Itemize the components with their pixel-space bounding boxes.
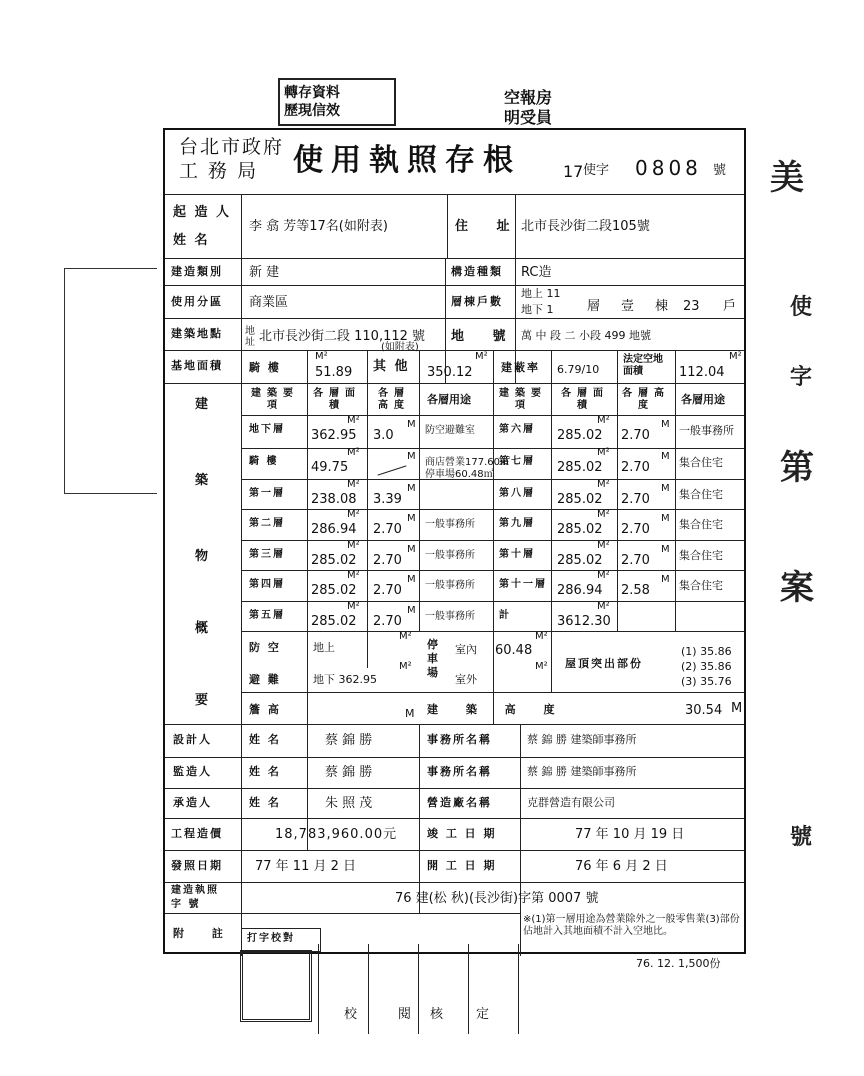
floor-right-height: 2.70 [621,492,650,507]
floor-left-height-unit: M [407,419,416,430]
parking-outdoor-unit: M² [535,661,548,672]
page-title: 使用執照存根 [293,143,521,178]
org-name-1: 台北市政府 [179,136,285,158]
legal-unit: M² [729,351,742,362]
supervisor-office-label: 事務所名稱 [427,765,492,778]
floor-right-area: 286.94 [557,583,603,598]
permit-value: 76 建(松 秋)(長沙街)字第 0007 號 [395,891,599,906]
roof-label: 屋頂突出部份 [565,657,643,670]
header-area-left: 各層面積 [313,388,361,411]
side-char-4: 第 [780,448,814,488]
cost-value: 18,783,960.00元 [275,827,398,842]
doc-type: 使字 [583,163,610,178]
floor-left-area: 286.94 [311,522,357,537]
done-value: 77 年 10 月 19 日 [575,827,685,842]
doc-number: 0808 [635,156,702,180]
floor-left-height: 2.70 [373,522,402,537]
coverage-label: 建蔽率 [501,361,540,374]
parking-indoor-value: 60.48 [495,643,533,658]
seal-stamp [240,950,312,1022]
done-label: 竣 工 日 期 [427,827,497,840]
floor-left-height-unit: M [407,513,416,524]
floors-households: 23 [683,299,700,314]
owner-value: 李 翕 芳等17名(如附表) [249,219,388,234]
top-stamp-left-text: 轉存資料 歷現信效 [284,85,340,119]
floors-count: 壹 [621,299,635,314]
header-item-left: 建築要項 [251,388,299,411]
designer-office-label: 事務所名稱 [427,733,492,746]
floor-right-name: 第十層 [499,549,535,560]
roof-value-2: (2) 35.86 [681,660,732,673]
floor-left-name: 騎 樓 [249,456,279,467]
roof-value-1: (1) 35.86 [681,645,732,658]
contractor-label: 承造人 [173,796,212,809]
doc-prefix: 17 [563,162,584,181]
owner-label-2: 姓 名 [173,233,210,248]
floors-above: 地上 11 [521,287,561,300]
org-name-2: 工 務 局 [179,160,259,182]
floor-left-height-unit: M [407,451,416,462]
floor-right-height-unit: M [661,574,670,585]
floor-left-height-unit: M [407,544,416,555]
floor-left-area-unit: M² [347,447,360,458]
coverage-value: 6.79/10 [557,363,600,376]
side-stamp-box [64,268,157,494]
side-char-3: 字 [790,364,813,390]
floor-right-use: 集合住宅 [679,579,723,592]
floor-left-name: 地下層 [249,424,285,435]
shelter-unit-2: M² [399,661,412,672]
floor-right-name: 第九層 [499,518,535,529]
structure-label: 構造種類 [451,265,503,278]
bottom-label-2: 閱 [398,1007,412,1022]
overview-char-4: 概 [195,621,211,636]
floor-left-height: 2.70 [373,614,402,629]
lot-label: 地 號 [451,329,518,344]
floor-left-height: 2.70 [373,583,402,598]
floor-right-area: 285.02 [557,553,603,568]
floor-left-area: 238.08 [311,492,357,507]
header-height-left: 各層高度 [378,388,410,411]
floor-left-area: 49.75 [311,460,349,475]
start-label: 開 工 日 期 [427,859,497,872]
floor-left-height: 3.39 [373,492,402,507]
floor-left-height-unit: M [407,483,416,494]
arcade-value: 51.89 [315,365,353,380]
designer-name: 蔡 錦 勝 [325,733,373,748]
overview-char-3: 物 [195,549,211,564]
floors-ceng: 層 [587,299,601,314]
permit-form [163,128,746,954]
floor-right-area: 285.02 [557,492,603,507]
floor-right-area: 285.02 [557,522,603,537]
floor-right-height-unit: M [661,483,670,494]
floor-right-area-unit: M² [597,415,610,426]
header-use-left: 各層用途 [427,393,471,406]
floor-left-use: 防空避難室 [425,425,475,436]
eave-unit: M [405,707,415,720]
floor-left-area-unit: M² [347,415,360,426]
floor-right-use: 一般事務所 [679,424,734,437]
overview-char-1: 建 [195,397,211,412]
address-value: 北市長沙街二段105號 [521,219,650,234]
floor-right-use: 集合住宅 [679,456,723,469]
other-label: 其 他 [373,359,410,374]
floor-left-area: 285.02 [311,553,357,568]
contractor-firm: 克群營造有限公司 [527,796,615,809]
parking-indoor-unit: M² [535,631,548,642]
overview-char-2: 築 [195,473,211,488]
floor-right-area: 285.02 [557,428,603,443]
floor-right-height: 2.70 [621,428,650,443]
arcade-label: 騎 樓 [249,361,281,374]
build-type-value: 新 建 [249,265,280,280]
floors-label: 層棟戶數 [451,295,503,308]
floor-left-name: 第二層 [249,518,285,529]
build-type-label: 建造類別 [171,265,223,278]
header-use-right: 各層用途 [681,393,725,406]
shelter-unit-1: M² [399,631,412,642]
permit-label-1: 建造執照 [171,885,219,896]
issue-label: 發照日期 [171,859,223,872]
floor-left-use: 一般事務所 [425,519,475,530]
shelter-above: 地上 [313,641,335,654]
floor-right-use: 集合住宅 [679,488,723,501]
floor-right-name: 計 [499,610,511,621]
floor-right-name: 第七層 [499,456,535,467]
floor-right-height: 2.58 [621,583,650,598]
floor-left-height: 3.0 [373,428,394,443]
overview-char-5: 要 [195,693,211,708]
floor-right-use: 集合住宅 [679,518,723,531]
height-value: 30.54 [685,703,723,718]
floor-left-area-unit: M² [347,479,360,490]
eave-label: 簷 高 [249,703,281,716]
floor-left-name: 第一層 [249,488,285,499]
doc-suffix: 號 [713,163,727,178]
floor-right-height-unit: M [661,513,670,524]
contractor-name: 朱 照 茂 [325,796,373,811]
parking-outdoor-label: 室外 [455,673,477,686]
other-value: 350.12 [427,365,473,380]
supervisor-name: 蔡 錦 勝 [325,765,373,780]
floor-right-area-unit: M² [597,509,610,520]
bottom-label-3: 核 [430,1007,444,1022]
floor-left-area: 285.02 [311,614,357,629]
lot-value: 萬 中 段 二 小段 499 地號 [521,329,651,342]
arcade-unit: M² [315,351,328,362]
structure-value: RC造 [521,265,552,280]
side-char-5: 案 [780,568,814,608]
supervisor-office: 蔡 錦 勝 建築師事務所 [527,765,637,778]
designer-label: 設計人 [173,733,212,746]
shelter-below: 地下 362.95 [313,673,377,686]
floor-left-use: 一般事務所 [425,611,475,622]
supervisor-label: 監造人 [173,765,212,778]
other-note: (如附表) [381,342,419,353]
issue-value: 77 年 11 月 2 日 [255,859,357,874]
floor-left-area-unit: M² [347,509,360,520]
site-prefix: 地址 [245,326,255,348]
legal-value: 112.04 [679,365,725,380]
side-char-1: 美 [770,158,804,198]
floors-dong: 棟 [655,299,669,314]
shelter-label-2: 避 難 [249,673,281,686]
floor-left-height-unit: M [407,574,416,585]
permit-label-2: 字 號 [171,899,201,910]
floors-below: 地下 1 [521,303,554,316]
notes-remark: ※(1)第一層用途為營業除外之一般零售業(3)部份佔地計入其地面積不計入空地比。 [523,914,740,937]
floor-right-area: 285.02 [557,460,603,475]
other-unit: M² [475,351,488,362]
floor-right-height: 2.70 [621,522,650,537]
floor-right-name: 第十一層 [499,579,547,590]
floor-left-area: 362.95 [311,428,357,443]
legal-label: 法定空地面積 [623,354,663,377]
floor-right-area-unit: M² [597,479,610,490]
top-stamp-right-text: 空報房 明受員 [504,88,553,127]
parking-indoor-label: 室內 [455,643,477,656]
supervisor-name-label: 姓 名 [249,765,281,778]
floor-right-name: 第六層 [499,424,535,435]
floor-right-area-unit: M² [597,540,610,551]
site-value: 北市長沙街二段 110,112 號 [259,329,426,344]
contractor-name-label: 姓 名 [249,796,281,809]
floor-left-area-unit: M² [347,540,360,551]
area-label: 基地面積 [171,359,223,372]
owner-label-1: 起 造 人 [173,205,232,220]
floor-right-name: 第八層 [499,488,535,499]
floor-left-area-unit: M² [347,601,360,612]
designer-office: 蔡 錦 勝 建築師事務所 [527,733,637,746]
floor-left-use: 一般事務所 [425,580,475,591]
bottom-label-1: 校 [344,1007,358,1022]
header-height-right: 各層高度 [622,388,670,411]
shelter-label-1: 防 空 [249,641,281,654]
start-value: 76 年 6 月 2 日 [575,859,668,874]
designer-name-label: 姓 名 [249,733,281,746]
floor-left-height-dash [378,465,407,475]
floor-left-use: 商店營業177.60㎡ 停車場60.48㎡ [425,457,510,480]
side-char-2: 使 [790,294,813,320]
floor-right-height: 2.70 [621,460,650,475]
floor-left-name: 第四層 [249,579,285,590]
floor-left-use: 一般事務所 [425,550,475,561]
floor-right-area-unit: M² [597,570,610,581]
floor-left-area-unit: M² [347,570,360,581]
floor-left-height: 2.70 [373,553,402,568]
floor-right-height-unit: M [661,419,670,430]
header-item-right: 建築要項 [499,388,547,411]
site-label: 建築地點 [171,327,223,340]
floor-right-area: 3612.30 [557,614,611,629]
address-label: 住 址 [455,219,522,234]
floor-right-height-unit: M [661,544,670,555]
height-unit: M [731,701,743,716]
side-char-6: 號 [790,824,813,850]
floor-right-height-unit: M [661,451,670,462]
floor-left-height-unit: M [407,605,416,616]
floor-left-name: 第三層 [249,549,285,560]
header-area-right: 各層面積 [561,388,609,411]
cost-label: 工程造價 [171,827,223,840]
contractor-firm-label: 營造廠名稱 [427,796,492,809]
height-label: 建 築 高 度 [427,703,567,716]
floor-right-use: 集合住宅 [679,549,723,562]
floors-hu: 戶 [723,299,737,314]
print-info: 76. 12. 1,500份 [636,957,721,970]
parking-label: 停車場 [427,638,440,679]
floor-left-name: 第五層 [249,610,285,621]
floor-right-area-unit: M² [597,601,610,612]
floor-left-area: 285.02 [311,583,357,598]
floor-right-height: 2.70 [621,553,650,568]
zoning-value: 商業區 [249,295,289,310]
floor-right-area-unit: M² [597,447,610,458]
roof-value-3: (3) 35.76 [681,675,732,688]
zoning-label: 使用分區 [171,295,223,308]
bottom-label-4: 定 [476,1007,490,1022]
check-label: 打字校對 [247,933,295,944]
notes-label: 附 註 [173,927,235,940]
